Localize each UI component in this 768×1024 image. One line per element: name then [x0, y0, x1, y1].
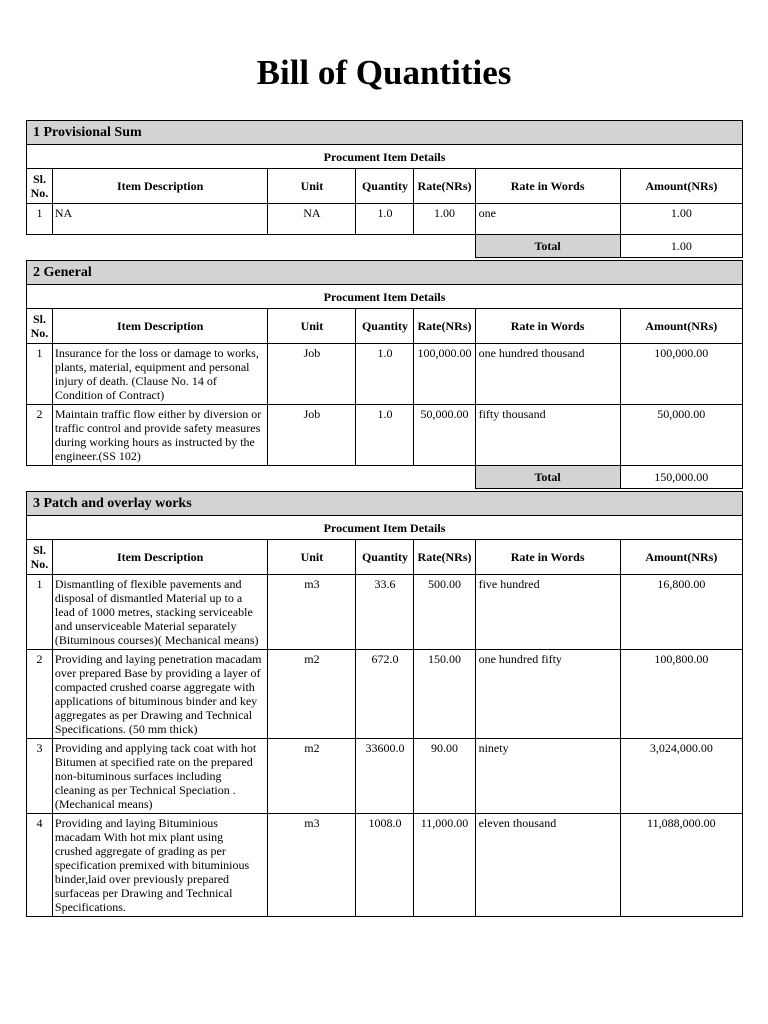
cell-rate-words: ninety	[475, 739, 620, 814]
table-row	[27, 405, 743, 466]
table-row	[27, 650, 743, 739]
section-1-table	[26, 120, 743, 258]
total-amount: 150,000.00	[620, 466, 742, 489]
col-header-quantity: Quantity	[356, 309, 414, 344]
cell-rate: 500.00	[414, 575, 475, 650]
cell-rate: 150.00	[414, 650, 475, 739]
table-row	[27, 739, 743, 814]
section-heading: 3 Patch and overlay works	[27, 492, 743, 516]
cell-unit: Job	[268, 344, 356, 405]
cell-description: Providing and laying penetration macadam over prepared Base by providing a layer of compacted crushed coarse aggregate with applications of bituminous binder and key aggregates as per Drawing and Technical Specifications. (50 mm thick)	[52, 650, 268, 739]
col-header-sl: Sl. No.	[27, 169, 53, 204]
cell-description: NA	[52, 204, 268, 235]
total-label: Total	[475, 466, 620, 489]
cell-unit: NA	[268, 204, 356, 235]
cell-rate-words: one	[475, 204, 620, 235]
cell-quantity: 672.0	[356, 650, 414, 739]
total-label: Total	[475, 235, 620, 258]
col-header-rate: Rate(NRs)	[414, 169, 475, 204]
col-header-unit: Unit	[268, 169, 356, 204]
cell-amount: 16,800.00	[620, 575, 742, 650]
cell-amount: 100,800.00	[620, 650, 742, 739]
section-2-table	[26, 260, 743, 489]
cell-sl: 1	[27, 204, 53, 235]
cell-rate-words: five hundred	[475, 575, 620, 650]
cell-amount: 3,024,000.00	[620, 739, 742, 814]
cell-quantity: 1.0	[356, 344, 414, 405]
table-row	[27, 344, 743, 405]
total-amount: 1.00	[620, 235, 742, 258]
col-header-description: Item Description	[52, 309, 267, 344]
col-header-unit: Unit	[268, 309, 356, 344]
cell-sl: 3	[27, 739, 53, 814]
col-header-amount: Amount(NRs)	[620, 540, 742, 575]
cell-unit: Job	[268, 405, 356, 466]
cell-rate: 50,000.00	[414, 405, 475, 466]
cell-unit: m3	[268, 575, 356, 650]
cell-sl: 2	[27, 405, 53, 466]
table-row	[27, 814, 743, 917]
col-header-sl: Sl. No.	[27, 540, 53, 575]
cell-rate-words: one hundred thousand	[475, 344, 620, 405]
cell-rate: 1.00	[414, 204, 475, 235]
col-header-description: Item Description	[52, 540, 268, 575]
cell-sl: 1	[27, 575, 53, 650]
table-row	[27, 575, 743, 650]
cell-unit: m3	[268, 814, 356, 917]
cell-description: Dismantling of flexible pavements and disposal of dismantled Material up to a lead of 1000 metres, stacking serviceable and unserviceable Material separately (Bituminous courses)( Mechanical means)	[52, 575, 268, 650]
cell-rate: 11,000.00	[414, 814, 475, 917]
cell-sl: 1	[27, 344, 53, 405]
cell-rate: 90.00	[414, 739, 475, 814]
cell-sl: 4	[27, 814, 53, 917]
cell-unit: m2	[268, 739, 356, 814]
col-header-quantity: Quantity	[356, 540, 414, 575]
total-spacer	[27, 235, 476, 258]
col-header-sl: Sl. No.	[27, 309, 53, 344]
cell-rate: 100,000.00	[414, 344, 475, 405]
col-header-rate: Rate(NRs)	[414, 309, 475, 344]
col-header-quantity: Quantity	[356, 169, 414, 204]
col-header-rate-words: Rate in Words	[475, 309, 620, 344]
cell-description: Providing and applying tack coat with hot Bitumen at specified rate on the prepared non-bituminous surfaces including cleaning as per Technical Speciation .(Mechanical means)	[52, 739, 268, 814]
cell-quantity: 1.0	[356, 204, 414, 235]
procurement-details-label: Procument Item Details	[27, 285, 743, 309]
cell-description: Insurance for the loss or damage to works, plants, material, equipment and personal injury of death. (Clause No. 14 of Condition of Contract)	[52, 344, 267, 405]
cell-sl: 2	[27, 650, 53, 739]
cell-rate-words: eleven thousand	[475, 814, 620, 917]
cell-rate-words: one hundred fifty	[475, 650, 620, 739]
col-header-description: Item Description	[52, 169, 268, 204]
col-header-rate-words: Rate in Words	[475, 169, 620, 204]
cell-amount: 100,000.00	[620, 344, 742, 405]
procurement-details-label: Procument Item Details	[27, 516, 743, 540]
table-row	[27, 204, 743, 235]
col-header-rate-words: Rate in Words	[475, 540, 620, 575]
section-heading: 2 General	[27, 261, 743, 285]
total-row	[27, 235, 743, 258]
col-header-unit: Unit	[268, 540, 356, 575]
col-header-amount: Amount(NRs)	[620, 309, 742, 344]
cell-amount: 11,088,000.00	[620, 814, 742, 917]
cell-description: Providing and laying Bituminious macadam With hot mix plant using crushed aggregate of grading as per specification premixed with bituminious binder,laid over previously prepared surfaceas per Drawing and Technical Specifications.	[52, 814, 268, 917]
section-heading: 1 Provisional Sum	[27, 121, 743, 145]
col-header-amount: Amount(NRs)	[620, 169, 742, 204]
cell-quantity: 33600.0	[356, 739, 414, 814]
cell-amount: 50,000.00	[620, 405, 742, 466]
col-header-rate: Rate(NRs)	[414, 540, 475, 575]
procurement-details-label: Procument Item Details	[27, 145, 743, 169]
cell-quantity: 33.6	[356, 575, 414, 650]
document-title: Bill of Quantities	[256, 53, 512, 92]
boq-container	[26, 120, 743, 917]
cell-quantity: 1.0	[356, 405, 414, 466]
cell-rate-words: fifty thousand	[475, 405, 620, 466]
cell-description: Maintain traffic flow either by diversion or traffic control and provide safety measures during working hours as instructed by the engineer.(SS 102)	[52, 405, 267, 466]
cell-unit: m2	[268, 650, 356, 739]
total-row	[27, 466, 743, 489]
total-spacer	[27, 466, 476, 489]
section-3-table	[26, 491, 743, 917]
cell-quantity: 1008.0	[356, 814, 414, 917]
cell-amount: 1.00	[620, 204, 742, 235]
